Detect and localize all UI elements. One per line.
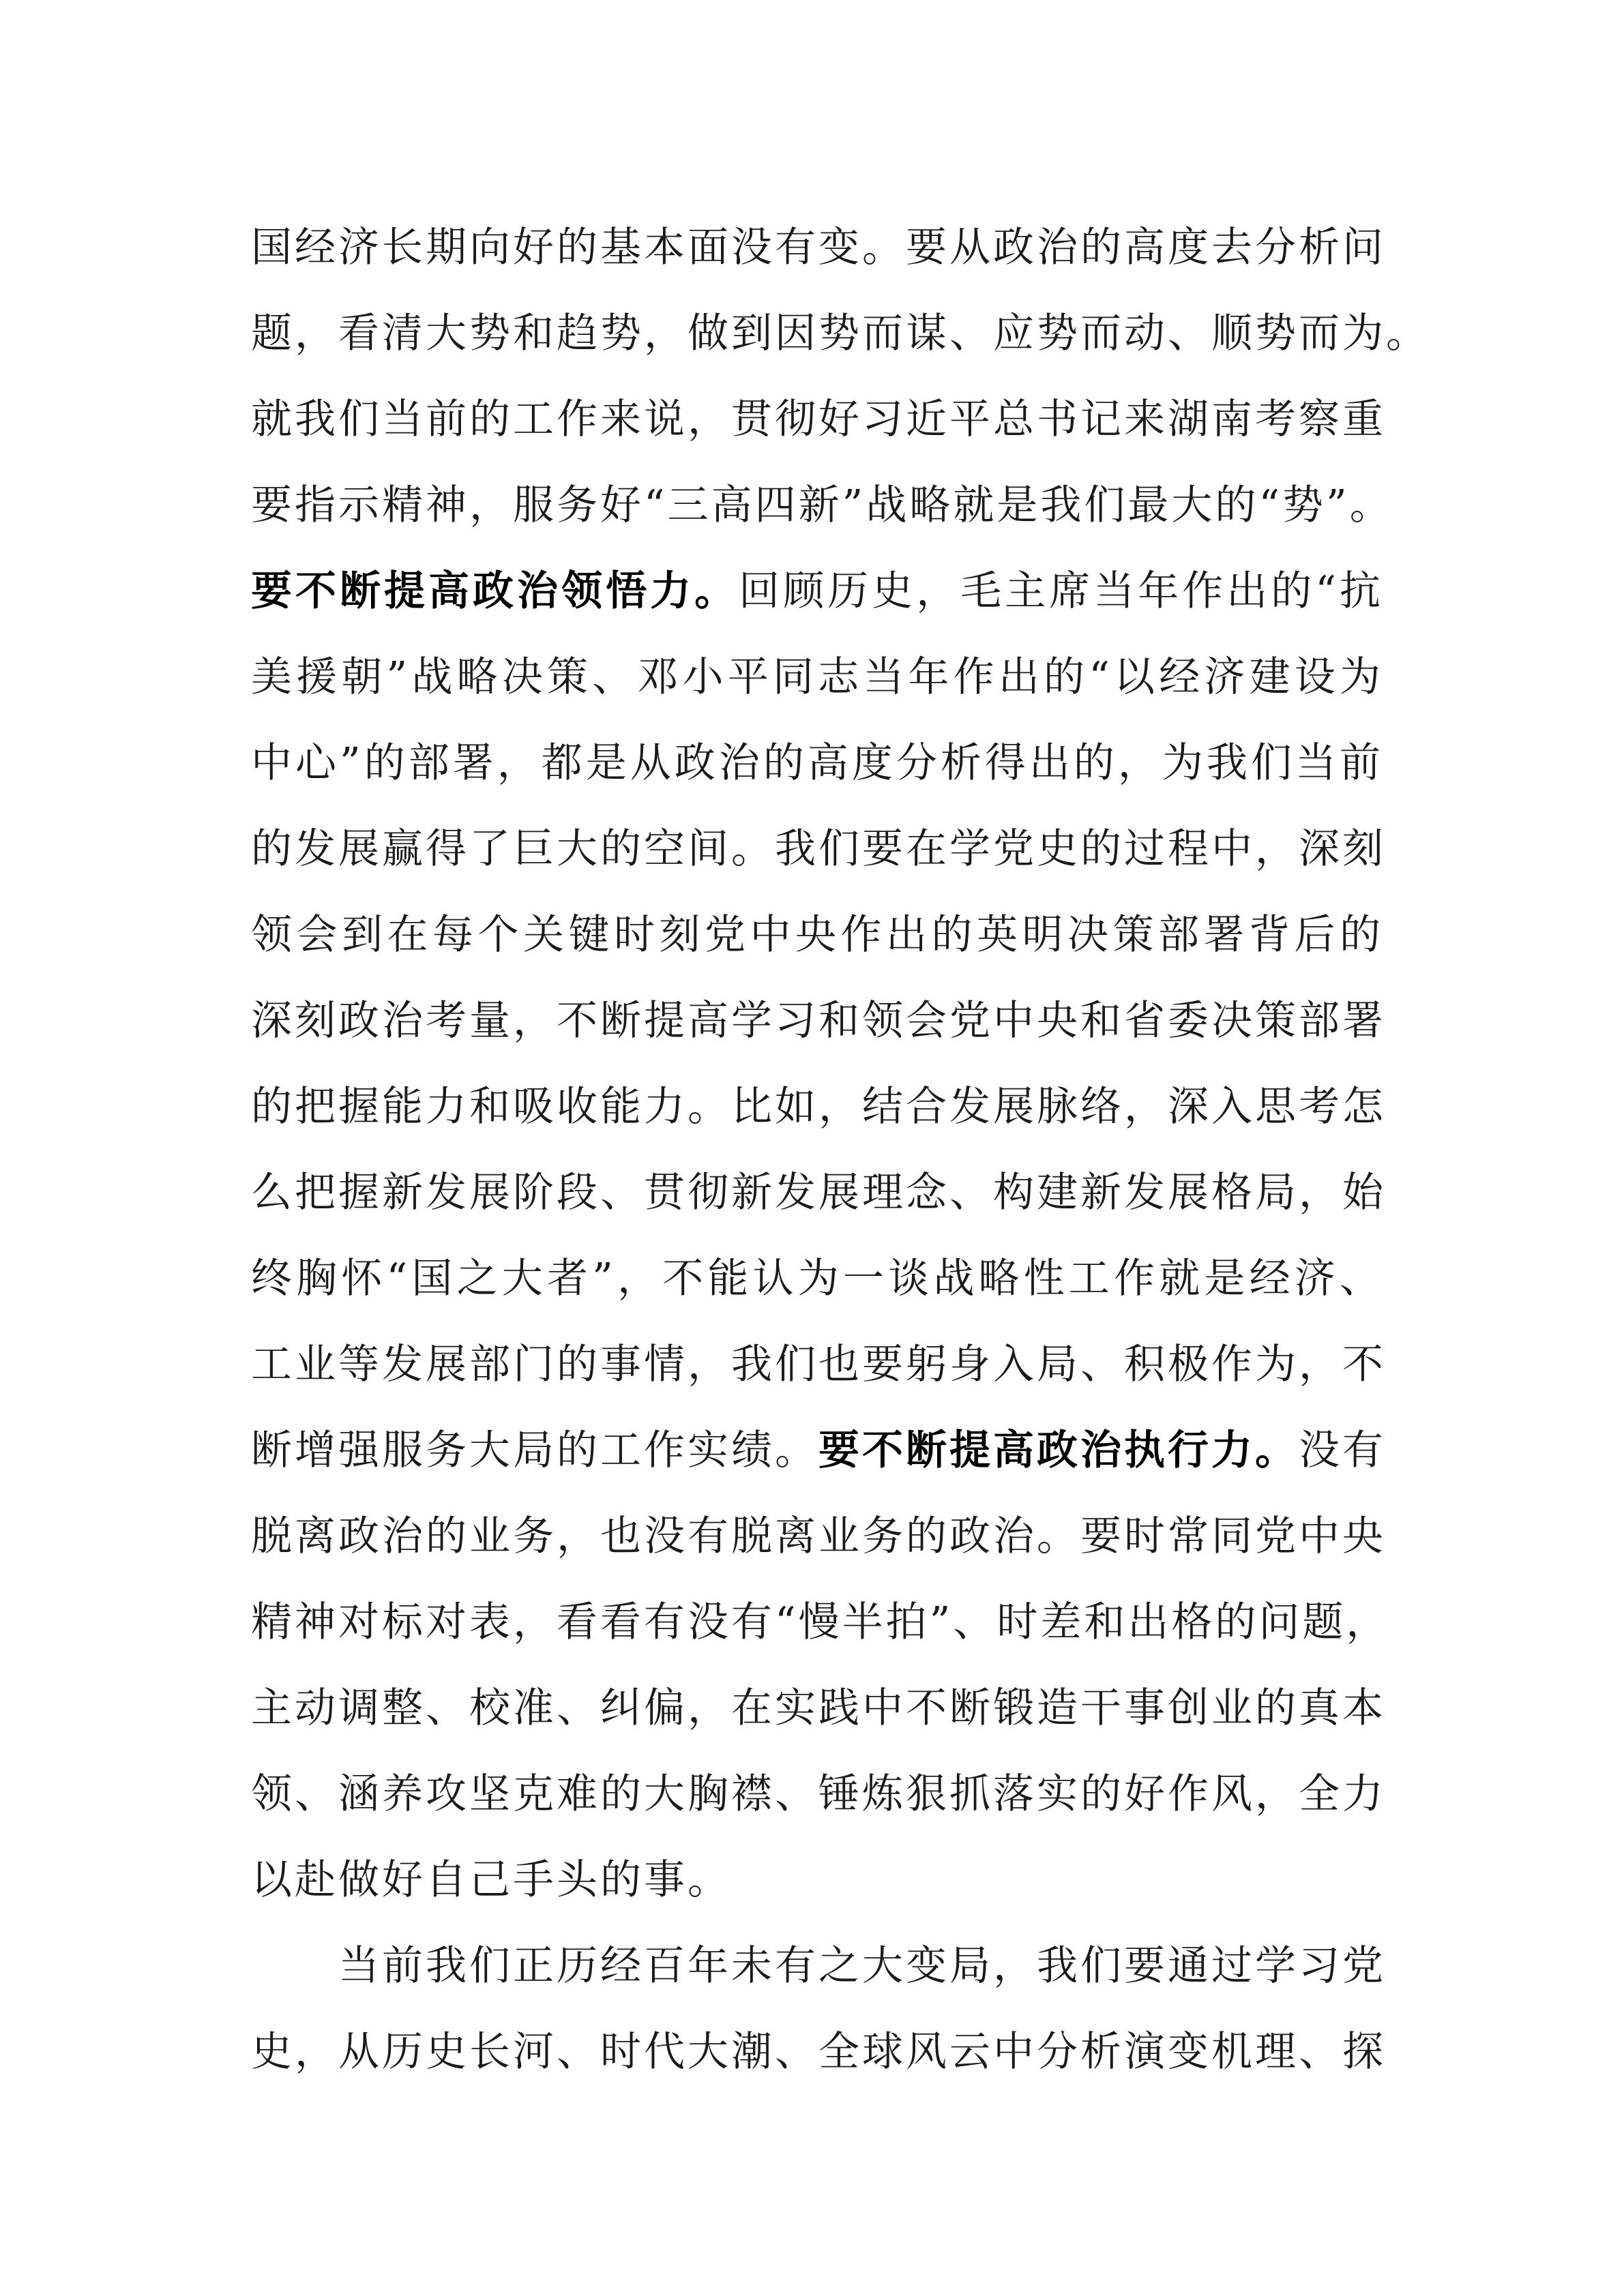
line-text: 没有 — [1299, 1427, 1386, 1474]
line-text: 工业等发展部门的事情，我们也要躬身入局、积极作为，不 — [251, 1341, 1386, 1388]
text-line-7 — [251, 720, 1383, 806]
line-text: 的发展赢得了巨大的空间。我们要在学党史的过程中，深刻 — [251, 825, 1386, 873]
line-text: 题，看清大势和趋势，做到因势而谋、应势而动、顺势而为。 — [251, 310, 1430, 357]
text-line-21 — [251, 1923, 1386, 2009]
line-text: 以赴做好自己手头的事。 — [251, 1856, 731, 1904]
text-line-14 — [251, 1322, 1386, 1407]
line-text: 终胸怀“国之大者”，不能认为一谈战略性工作就是经济、 — [251, 1255, 1383, 1302]
text-line-8 — [251, 806, 1386, 892]
text-line-6 — [251, 634, 1383, 720]
line-text: 领会到在每个关键时刻党中央作出的英明决策部署背后的 — [251, 911, 1383, 959]
line-text: 么把握新发展阶段、贯彻新发展理念、构建新发展格局，始 — [251, 1169, 1386, 1217]
text-line-20 — [251, 1837, 1383, 1923]
text-line-3 — [251, 376, 1386, 462]
text-line-16 — [251, 1493, 1386, 1579]
line-text: 美援朝”战略决策、邓小平同志当年作出的“以经济建设为 — [251, 653, 1383, 701]
text-line-5 — [251, 548, 1383, 634]
line-text: 断增强服务大局的工作实绩。 — [251, 1427, 818, 1474]
text-line-1 — [251, 205, 1386, 290]
line-text: 脱离政治的业务，也没有脱离业务的政治。要时常同党中央 — [251, 1512, 1386, 1560]
text-line-18 — [251, 1665, 1386, 1751]
line-text: 当前我们正历经百年未有之大变局，我们要通过学习党 — [338, 1942, 1386, 1990]
text-line-9 — [251, 892, 1383, 978]
line-text: 主动调整、校准、纠偏，在实践中不断锻造干事创业的真本 — [251, 1684, 1386, 1732]
line-text: 精神对标对表，看看有没有“慢半拍”、时差和出格的问题， — [251, 1598, 1390, 1646]
line-text: 的把握能力和吸收能力。比如，结合发展脉络，深入思考怎 — [251, 1083, 1386, 1131]
line-text: 回顾历史，毛主席当年作出的“抗 — [739, 567, 1383, 615]
line-text: 中心”的部署，都是从政治的高度分析得出的，为我们当前 — [251, 739, 1383, 787]
text-line-13 — [251, 1236, 1383, 1322]
line-text: 要指示精神，服务好“三高四新”战略就是我们最大的“势”。 — [251, 481, 1393, 529]
bold-heading-political-execution: 要不断提高政治执行力。 — [818, 1427, 1299, 1474]
text-line-11 — [251, 1064, 1386, 1150]
text-line-10 — [251, 978, 1386, 1064]
text-line-2 — [251, 290, 1430, 376]
body-text — [251, 205, 1430, 2095]
line-text: 国经济长期向好的基本面没有变。要从政治的高度去分析问 — [251, 224, 1386, 271]
bold-heading-political-understanding: 要不断提高政治领悟力。 — [251, 567, 739, 615]
text-line-12 — [251, 1150, 1386, 1236]
line-text: 深刻政治考量，不断提高学习和领会党中央和省委决策部署 — [251, 997, 1386, 1045]
line-text: 就我们当前的工作来说，贯彻好习近平总书记来湖南考察重 — [251, 396, 1386, 443]
text-line-19 — [251, 1751, 1386, 1837]
text-line-22 — [251, 2009, 1386, 2095]
line-text: 史，从历史长河、时代大潮、全球风云中分析演变机理、探 — [251, 2028, 1386, 2076]
line-text: 领、涵养攻坚克难的大胸襟、锤炼狠抓落实的好作风，全力 — [251, 1770, 1386, 1818]
text-line-17 — [251, 1579, 1390, 1665]
text-line-15 — [251, 1407, 1386, 1493]
text-line-4 — [251, 462, 1393, 548]
